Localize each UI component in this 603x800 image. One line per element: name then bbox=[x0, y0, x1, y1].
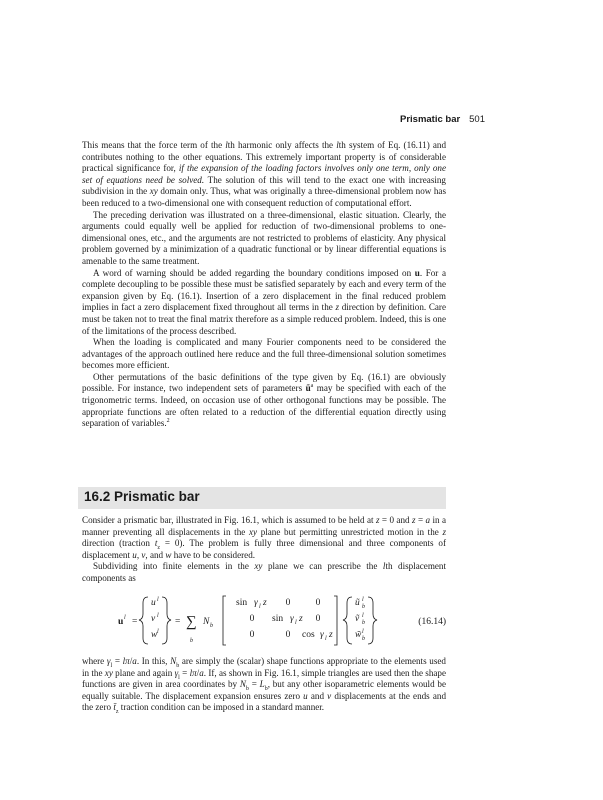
text-run: Subdividing into finite elements in the bbox=[93, 561, 255, 572]
text-run: t̄ bbox=[113, 702, 116, 713]
text-run: = 0). The problem is fully three dimensional and three components of displacement bbox=[82, 538, 447, 560]
text-run: = bbox=[112, 656, 123, 666]
matrix-zero: 0 bbox=[249, 630, 255, 640]
text-run: if the expansion of the loading factors involves only one term, only one set of equations need be solved. bbox=[82, 163, 446, 185]
matrix-gamma: γ bbox=[290, 614, 294, 624]
matrix-gamma-arg: z bbox=[263, 598, 267, 608]
text-run: traction condition can be imposed in a standard manner. bbox=[118, 702, 325, 713]
param-2: ṽ bbox=[355, 614, 360, 624]
after-equation-paragraph-1 bbox=[82, 656, 446, 714]
text-run: b bbox=[176, 662, 180, 669]
param-sub: b bbox=[362, 636, 365, 642]
sum-symbol: ∑ bbox=[186, 614, 197, 630]
text-run: . In this, bbox=[136, 656, 171, 666]
equation-lhs-sup: l bbox=[124, 615, 126, 621]
vector-w: w bbox=[151, 630, 158, 640]
text-run: = bbox=[179, 667, 190, 678]
text-run: xy bbox=[254, 561, 263, 572]
text-run: u bbox=[132, 549, 137, 560]
matrix-zero: 0 bbox=[315, 598, 321, 608]
text-run: z bbox=[335, 302, 340, 313]
vector-sup: l bbox=[157, 613, 159, 619]
matrix-gamma: γ bbox=[254, 598, 258, 608]
section-heading bbox=[78, 487, 446, 509]
text-run: When the loading is complicated and many Fourier components need to be considered the advantages of the approach outlined here reduce and the full three-dimensional solution sometimes becomes more efficient. bbox=[82, 337, 446, 371]
text-run: xy bbox=[248, 526, 258, 537]
text-run: direction (traction bbox=[82, 538, 155, 549]
text-run: a bbox=[425, 515, 431, 525]
text-run: th harmonic only affects the bbox=[227, 140, 337, 150]
text-run: , but any other isoparametric elements would be equally suitable. The displacement expansion ensures zero bbox=[82, 679, 446, 701]
text-run: A word of warning should be added regarding the boundary conditions imposed on bbox=[93, 267, 415, 278]
section-number: 16.2 bbox=[84, 489, 111, 504]
right-brace bbox=[162, 597, 171, 644]
text-run: u bbox=[414, 267, 420, 278]
body-paragraph-5 bbox=[82, 372, 446, 430]
param-sup: l bbox=[362, 613, 364, 619]
text-run: where bbox=[82, 656, 107, 666]
shape-function-sub: b bbox=[210, 623, 213, 629]
text-run: , and bbox=[145, 549, 166, 560]
text-run: N bbox=[170, 656, 177, 666]
text-run: z bbox=[375, 515, 380, 525]
text-run: The solution of this will tend to the exact one with increasing subdivision in the bbox=[82, 174, 446, 197]
matrix-entry: cos bbox=[302, 630, 315, 640]
vector-u: u bbox=[151, 598, 156, 608]
text-run: . If, as shown in Fig. 16.1, simple triangles are used then the shape functions are given in area coordinates by bbox=[82, 667, 447, 690]
param-sup: l bbox=[362, 629, 364, 635]
equation-number: (16.14) bbox=[418, 617, 446, 627]
param-left-brace bbox=[343, 597, 352, 644]
text-run: z bbox=[411, 515, 416, 525]
matrix-gamma-sub: l bbox=[295, 620, 297, 626]
text-run: may be specified with each of the trigonometric terms. Indeed, on occasion use of other orthogonal functions may be possible. The appropriate functions are often related to a reduction of the differential equation directly using separation of variables. bbox=[82, 383, 447, 429]
text-run: N bbox=[239, 679, 246, 690]
section-paragraph-2 bbox=[82, 561, 446, 584]
left-brace bbox=[139, 597, 148, 644]
matrix-gamma: γ bbox=[320, 630, 324, 640]
text-run: v bbox=[141, 549, 146, 560]
text-run: xy bbox=[149, 186, 158, 197]
text-run: domain only. Thus, what was originally a three-dimensional problem now has been reduced to a two-dimensional one with consequent reduction of computational effort. bbox=[82, 186, 446, 208]
param-1: ũ bbox=[355, 598, 360, 608]
text-run: / bbox=[129, 656, 133, 666]
text-run: w bbox=[165, 549, 172, 560]
param-3: w̃ bbox=[355, 630, 362, 640]
text-run: l bbox=[178, 674, 180, 681]
matrix-gamma-arg: z bbox=[329, 630, 333, 640]
sum-index: b bbox=[190, 638, 193, 644]
text-run: t bbox=[154, 538, 158, 549]
text-run: z bbox=[157, 545, 161, 551]
text-run: displacements at the ends and the zero bbox=[82, 690, 446, 713]
matrix-zero: 0 bbox=[249, 614, 255, 624]
text-run: v bbox=[327, 690, 332, 701]
text-run: = bbox=[415, 515, 426, 525]
equals-sign: = bbox=[132, 617, 138, 627]
text-run: l bbox=[110, 662, 113, 669]
text-run: a bbox=[310, 383, 314, 390]
text-run: have to be considered. bbox=[171, 549, 256, 560]
text-run: plane and again bbox=[112, 667, 175, 678]
text-run: Consider a prismatic bar, illustrated in Fig. 16.1, which is assumed to be held at bbox=[82, 515, 376, 525]
body-paragraph-2 bbox=[82, 210, 446, 268]
body-text bbox=[82, 140, 446, 430]
text-run: th displacement components as bbox=[82, 561, 447, 583]
equation-lhs: u bbox=[118, 617, 124, 627]
text-run: ũ bbox=[305, 383, 311, 394]
equation-16-14 bbox=[82, 593, 446, 651]
text-run: b bbox=[245, 686, 249, 692]
running-head-title: Prismatic bar bbox=[400, 114, 461, 125]
section-title: Prismatic bar bbox=[114, 489, 200, 504]
body-paragraph-3 bbox=[82, 268, 446, 338]
param-sub: b bbox=[362, 604, 365, 610]
matrix-right-bracket bbox=[334, 596, 337, 645]
equation-terms bbox=[118, 596, 446, 645]
text-run: The preceding derivation was illustrated on a three-dimensional, elastic situation. Clearly, the arguments could equally well be applied for reduction of two-dimensional problems to one-dimensional ones, etc., and the arguments are not restricted to problems of elasticity. Any physical problem governed by a minimization of a quadratic functional or by linear differential equations is amenable to the same treatment. bbox=[82, 209, 446, 266]
text-run: γ bbox=[174, 667, 179, 678]
param-sub: b bbox=[362, 620, 365, 626]
equals-sign-2: = bbox=[175, 617, 181, 627]
matrix-entry: sin bbox=[272, 614, 284, 624]
page-number: 501 bbox=[469, 114, 485, 125]
text-run: are simply the (scalar) shape functions appropriate to the elements used in the bbox=[82, 656, 446, 678]
matrix-gamma-sub: l bbox=[325, 636, 327, 642]
matrix-gamma-arg: z bbox=[299, 614, 303, 624]
vector-v: v bbox=[151, 614, 156, 624]
text-run: in a manner preventing all displacements in the bbox=[82, 515, 446, 537]
matrix-zero: 0 bbox=[285, 598, 291, 608]
param-right-brace bbox=[368, 597, 377, 644]
text-run: xy bbox=[104, 667, 113, 678]
text-run: l bbox=[336, 140, 339, 150]
matrix-gamma-sub: l bbox=[259, 604, 261, 610]
text-run: th system of Eq. (16.11) and contributes nothing to the other equations. This extremely important property is of considerable practical significance for, bbox=[82, 140, 446, 174]
body-paragraph-1 bbox=[82, 140, 446, 210]
text-run: This means that the force term of the bbox=[82, 140, 226, 150]
section-paragraph-1 bbox=[82, 515, 446, 561]
matrix-zero: 0 bbox=[285, 630, 291, 640]
text-run: u bbox=[303, 690, 308, 701]
text-run: . For a complete decoupling to be possible these must be satisfied separately by each and every term of the expansion given by Eq. (16.1). Insertion of a zero displacement in the final reduced problem implies in fact a zero displacement fixed throughout all terms in the bbox=[82, 267, 446, 313]
after-equation-text bbox=[82, 656, 446, 714]
matrix-left-bracket bbox=[223, 596, 226, 645]
text-run: a bbox=[199, 667, 204, 678]
text-run: plane but permitting unrestricted motion in the bbox=[257, 526, 443, 537]
text-run: lπ bbox=[122, 656, 130, 666]
text-run: = bbox=[248, 679, 260, 690]
equation-graphic bbox=[82, 593, 446, 651]
running-head bbox=[400, 114, 485, 125]
text-run: = 0 and bbox=[379, 515, 412, 525]
matrix-entry: sin bbox=[236, 598, 248, 608]
text-run: plane we can prescribe the bbox=[262, 561, 383, 572]
text-run: lπ bbox=[189, 667, 197, 678]
text-run: z bbox=[115, 709, 119, 716]
shape-function: N bbox=[203, 617, 210, 627]
text-run: , bbox=[136, 549, 142, 560]
text-run: and bbox=[307, 690, 328, 701]
text-run: 2 bbox=[166, 418, 170, 425]
matrix-zero: 0 bbox=[315, 614, 321, 624]
text-run: l bbox=[225, 140, 228, 150]
text-run: L bbox=[259, 679, 265, 690]
section-body-text bbox=[82, 515, 446, 585]
vector-sup: l bbox=[157, 629, 159, 635]
text-run: a bbox=[132, 656, 137, 666]
body-paragraph-4 bbox=[82, 337, 446, 372]
text-run: z bbox=[442, 526, 446, 537]
section-heading-text bbox=[84, 489, 200, 504]
text-run: b bbox=[264, 686, 268, 692]
text-run: γ bbox=[106, 656, 111, 666]
param-sup: l bbox=[362, 597, 364, 603]
vector-sup: l bbox=[157, 597, 159, 603]
text-run: / bbox=[196, 667, 200, 678]
text-run: l bbox=[382, 561, 386, 572]
text-run: Other permutations of the basic definitions of the type given by Eq. (16.1) are obviously possible. For instance, two independent sets of parameters bbox=[82, 371, 446, 394]
text-run: direction by definition. Care must be taken not to treat the final matrix therefore as a simple reduced problem. Indeed, this is one of the limitations of the process described. bbox=[82, 302, 446, 336]
